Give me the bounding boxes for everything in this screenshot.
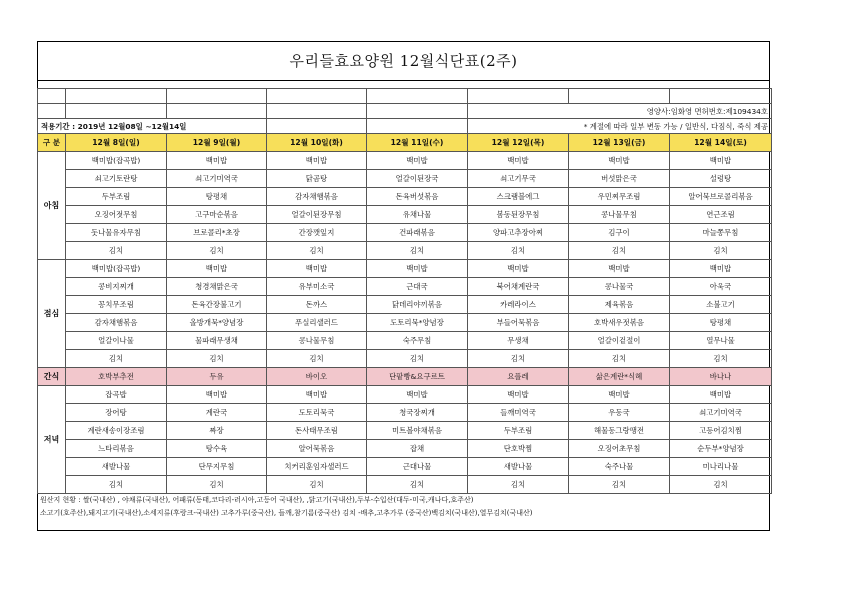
menu-cell: 도토리묵국	[267, 404, 367, 422]
menu-cell: 카레라이스	[468, 296, 569, 314]
menu-cell: 백미밥	[267, 260, 367, 278]
menu-cell: 단무지무침	[167, 458, 267, 476]
menu-cell: 건파래볶음	[367, 224, 468, 242]
menu-cell: 백미밥	[670, 386, 772, 404]
dietitian-info: 영양사:임화영 면허번호:제109434호	[468, 104, 772, 119]
breakfast-row	[38, 242, 772, 260]
day-header: 12월 11일(수)	[367, 134, 468, 152]
menu-cell: 백미밥	[569, 260, 670, 278]
menu-cell: 백미밥	[569, 386, 670, 404]
menu-cell: 김치	[267, 350, 367, 368]
period-row	[38, 119, 772, 134]
menu-cell: 부들어묵볶음	[468, 314, 569, 332]
menu-cell: 잡채	[367, 440, 468, 458]
dinner-row	[38, 476, 772, 494]
header-label: 구 분	[38, 134, 66, 152]
breakfast-row	[38, 224, 772, 242]
menu-cell: 탕평채	[670, 314, 772, 332]
menu-cell: 새발나물	[66, 458, 167, 476]
menu-cell: 백미밥	[267, 386, 367, 404]
menu-cell: 해물동그랑땡전	[569, 422, 670, 440]
menu-cell: 브로콜리*초장	[167, 224, 267, 242]
menu-cell: 오징어젓무침	[66, 206, 167, 224]
menu-cell: 백미밥	[468, 260, 569, 278]
menu-cell: 소불고기	[670, 296, 772, 314]
menu-cell: 우민찌무조림	[569, 188, 670, 206]
lunch-row	[38, 314, 772, 332]
menu-cell: 얼갈이된장무침	[267, 206, 367, 224]
menu-cell: 콩나물국	[569, 278, 670, 296]
menu-sheet	[37, 41, 770, 531]
snack-label: 간식	[38, 368, 66, 386]
menu-cell: 김구이	[569, 224, 670, 242]
menu-cell: 백미밥	[569, 152, 670, 170]
dinner-row	[38, 404, 772, 422]
menu-cell: 고구마순볶음	[167, 206, 267, 224]
dinner-row	[38, 386, 772, 404]
breakfast-row	[38, 206, 772, 224]
menu-cell: 연근조림	[670, 206, 772, 224]
breakfast-label: 아침	[38, 152, 66, 260]
lunch-row	[38, 350, 772, 368]
origin-info	[40, 494, 532, 520]
menu-cell: 김치	[267, 476, 367, 494]
menu-cell: 탕수육	[167, 440, 267, 458]
dinner-row	[38, 422, 772, 440]
header-row	[38, 134, 772, 152]
application-period: 적용기간 : 2019년 12월08일 ~12월14일	[38, 119, 267, 134]
menu-cell: 짜장	[167, 422, 267, 440]
menu-cell: 계란국	[167, 404, 267, 422]
menu-cell: 콩나물무침	[569, 206, 670, 224]
day-header: 12월 9일(월)	[167, 134, 267, 152]
menu-cell: 유채나물	[367, 206, 468, 224]
menu-cell: 근대국	[367, 278, 468, 296]
menu-cell: 알어묵브로콜리볶음	[670, 188, 772, 206]
menu-cell: 김치	[267, 242, 367, 260]
lunch-row	[38, 296, 772, 314]
menu-cell: 김치	[66, 242, 167, 260]
page-title: 우리들효요양원 12월식단표(2주)	[289, 52, 518, 70]
menu-cell: 김치	[167, 242, 267, 260]
menu-cell: 돗나물유자무침	[66, 224, 167, 242]
menu-cell: 김치	[66, 476, 167, 494]
dinner-row	[38, 458, 772, 476]
menu-cell: 올방개묵*양념장	[167, 314, 267, 332]
menu-cell: 백미밥	[670, 260, 772, 278]
dinner-row	[38, 440, 772, 458]
day-header: 12월 10일(화)	[267, 134, 367, 152]
menu-cell: 김치	[66, 350, 167, 368]
menu-cell: 백미밥	[367, 386, 468, 404]
menu-cell: 감자채햄볶음	[66, 314, 167, 332]
menu-cell: 닭곰탕	[267, 170, 367, 188]
menu-cell: 김치	[569, 350, 670, 368]
menu-cell: 얼갈이겉절이	[569, 332, 670, 350]
menu-cell: 봄동된장무침	[468, 206, 569, 224]
snack-cell: 바이오	[267, 368, 367, 386]
menu-cell: 버섯맑은국	[569, 170, 670, 188]
snack-cell: 바나나	[670, 368, 772, 386]
menu-cell: 미트볼야채볶음	[367, 422, 468, 440]
lunch-row	[38, 260, 772, 278]
menu-cell: 김치	[468, 350, 569, 368]
menu-cell: 우동국	[569, 404, 670, 422]
title-divider	[38, 80, 769, 81]
menu-cell: 백미밥	[367, 152, 468, 170]
menu-cell: 두부조림	[468, 422, 569, 440]
menu-cell: 스크램블에그	[468, 188, 569, 206]
menu-cell: 아욱국	[670, 278, 772, 296]
breakfast-row	[38, 170, 772, 188]
menu-cell: 김치	[367, 242, 468, 260]
menu-cell: 백미밥	[167, 152, 267, 170]
breakfast-row	[38, 188, 772, 206]
menu-cell: 북어채계란국	[468, 278, 569, 296]
dinner-label: 저녁	[38, 386, 66, 494]
menu-cell: 백미밥	[468, 152, 569, 170]
menu-cell: 얼갈이된장국	[367, 170, 468, 188]
snack-cell: 호박부추전	[66, 368, 167, 386]
menu-cell: 쇠고기토란탕	[66, 170, 167, 188]
menu-cell: 꽁치무조림	[66, 296, 167, 314]
menu-cell: 돈육간장불고기	[167, 296, 267, 314]
menu-cell: 열무나물	[670, 332, 772, 350]
snack-cell: 삶은계란*식혜	[569, 368, 670, 386]
menu-cell: 푸실리샐러드	[267, 314, 367, 332]
snack-cell: 두유	[167, 368, 267, 386]
menu-cell: 단호박찜	[468, 440, 569, 458]
menu-cell: 순두부*양념장	[670, 440, 772, 458]
origin-line-2: 소고기(호주산),돼지고기(국내산),소세지류(후랑크-국내산) 고추가루(중국산), 들깨,참기름(중국산) 김치 -배추,고추가루 (중국산)백김치(국내산),열무김치(국내산)	[40, 509, 533, 517]
menu-cell: 쇠고기무국	[468, 170, 569, 188]
menu-cell: 간장깻잎지	[267, 224, 367, 242]
menu-cell: 무생채	[468, 332, 569, 350]
menu-cell: 유부미소국	[267, 278, 367, 296]
menu-cell: 도토리묵*양념장	[367, 314, 468, 332]
menu-cell: 돈사태무조림	[267, 422, 367, 440]
menu-cell: 콩비지찌개	[66, 278, 167, 296]
menu-cell: 양파고추장아찌	[468, 224, 569, 242]
menu-cell: 숙주무침	[367, 332, 468, 350]
menu-cell: 쇠고기미역국	[167, 170, 267, 188]
menu-cell: 백미밥(잡곡밥)	[66, 260, 167, 278]
menu-cell: 김치	[569, 242, 670, 260]
day-header: 12월 13일(금)	[569, 134, 670, 152]
menu-cell: 청국장찌개	[367, 404, 468, 422]
menu-cell: 물파래무생채	[167, 332, 267, 350]
menu-cell: 돈까스	[267, 296, 367, 314]
menu-cell: 김치	[569, 476, 670, 494]
notice-text: * 계절에 따라 일부 변동 가능 / 일반식, 다짐식, 죽식 제공	[468, 119, 772, 134]
menu-cell: 새발나물	[468, 458, 569, 476]
snack-row	[38, 368, 772, 386]
menu-cell: 계란새송이장조림	[66, 422, 167, 440]
menu-cell: 설렁탕	[670, 170, 772, 188]
menu-cell: 백미밥	[468, 386, 569, 404]
menu-cell: 근대나물	[367, 458, 468, 476]
day-header: 12월 8일(일)	[66, 134, 167, 152]
menu-cell: 감자채햄볶음	[267, 188, 367, 206]
menu-cell: 닭데리야끼볶음	[367, 296, 468, 314]
menu-cell: 마늘쫑무침	[670, 224, 772, 242]
snack-cell: 단팥빵&요구르트	[367, 368, 468, 386]
menu-cell: 백미밥	[267, 152, 367, 170]
menu-cell: 얼갈이나물	[66, 332, 167, 350]
menu-cell: 오징어초무침	[569, 440, 670, 458]
dietitian-row	[38, 104, 772, 119]
menu-cell: 김치	[670, 242, 772, 260]
menu-cell: 김치	[670, 350, 772, 368]
menu-cell: 김치	[468, 242, 569, 260]
menu-cell: 백미밥	[670, 152, 772, 170]
lunch-label: 점심	[38, 260, 66, 368]
menu-cell: 청경채맑은국	[167, 278, 267, 296]
menu-cell: 두부조림	[66, 188, 167, 206]
menu-cell: 고등어김치찜	[670, 422, 772, 440]
menu-cell: 김치	[468, 476, 569, 494]
menu-cell: 김치	[167, 350, 267, 368]
lunch-row	[38, 332, 772, 350]
meal-table	[37, 88, 772, 494]
menu-cell: 돈육버섯볶음	[367, 188, 468, 206]
menu-cell: 미나리나물	[670, 458, 772, 476]
menu-cell: 백미밥	[167, 386, 267, 404]
menu-cell: 제육볶음	[569, 296, 670, 314]
breakfast-row	[38, 152, 772, 170]
menu-cell: 백미밥	[367, 260, 468, 278]
menu-cell: 백미밥(잡곡밥)	[66, 152, 167, 170]
menu-cell: 김치	[367, 350, 468, 368]
menu-cell: 호박새우젓볶음	[569, 314, 670, 332]
menu-cell: 콩나물무침	[267, 332, 367, 350]
menu-cell: 백미밥	[167, 260, 267, 278]
day-header: 12월 12일(목)	[468, 134, 569, 152]
menu-cell: 숙주나물	[569, 458, 670, 476]
menu-cell: 들깨미역국	[468, 404, 569, 422]
menu-cell: 김치	[367, 476, 468, 494]
menu-cell: 장어탕	[66, 404, 167, 422]
menu-cell: 김치	[167, 476, 267, 494]
day-header: 12월 14일(토)	[670, 134, 772, 152]
menu-cell: 탕평채	[167, 188, 267, 206]
lunch-row	[38, 278, 772, 296]
menu-cell: 느타리볶음	[66, 440, 167, 458]
blank-row	[38, 89, 772, 104]
menu-cell: 알어묵볶음	[267, 440, 367, 458]
menu-cell: 치커리훈임자샐러드	[267, 458, 367, 476]
menu-cell: 잡곡밥	[66, 386, 167, 404]
origin-line-1: 원산지 현황 : 쌀(국내산) , 야채류(국내산), 어패류(동태,코다리-러시아,고등어 국내산), ,닭고기(국내산),두부-수입산(대두-미국,캐나다,호주산)	[40, 496, 474, 504]
snack-cell: 요플레	[468, 368, 569, 386]
menu-cell: 김치	[670, 476, 772, 494]
menu-cell: 쇠고기미역국	[670, 404, 772, 422]
